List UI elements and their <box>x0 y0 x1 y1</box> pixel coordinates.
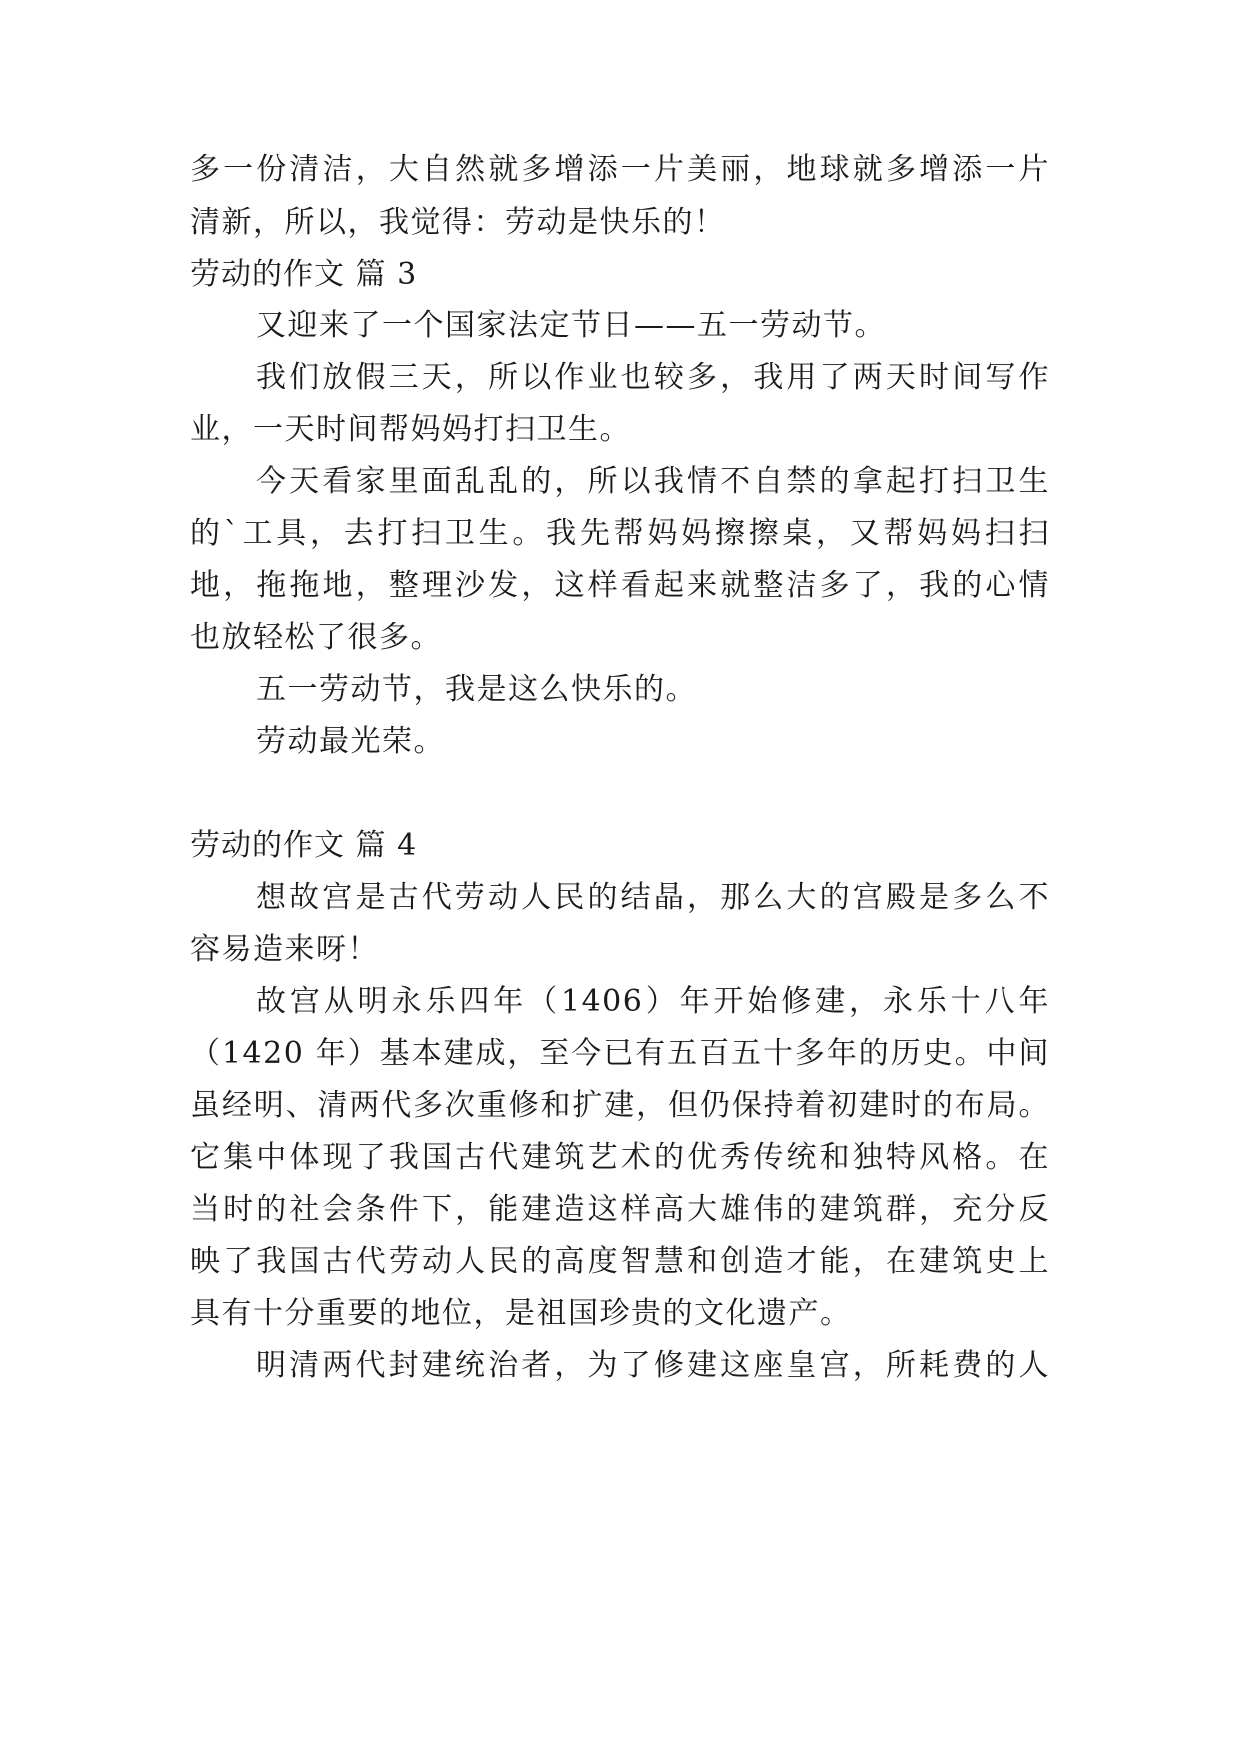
s4-p2-line-7: 具有十分重要的地位，是祖国珍贵的文化遗产。 <box>190 1296 852 1331</box>
s4-p2-line-1: 故宫从明永乐四年（1406）年开始修建，永乐十八年 <box>256 984 1050 1019</box>
s3-p2-line-1: 我们放假三天，所以作业也较多，我用了两天时间写作 <box>256 360 1050 395</box>
intro-line-1: 多一份清洁，大自然就多增添一片美丽，地球就多增添一片 <box>190 152 1050 187</box>
s3-p3-line-1: 今天看家里面乱乱的，所以我情不自禁的拿起打扫卫生 <box>256 464 1050 499</box>
s3-p3-line-2: 的`工具，去打扫卫生。我先帮妈妈擦擦桌，又帮妈妈扫扫 <box>190 516 1050 551</box>
s3-p2-line-2: 业，一天时间帮妈妈打扫卫生。 <box>190 412 631 447</box>
intro-line-2: 清新，所以，我觉得：劳动是快乐的！ <box>190 205 726 240</box>
s4-p2-line-3: 虽经明、清两代多次重修和扩建，但仍保持着初建时的布局。 <box>190 1088 1050 1123</box>
s3-p4-line-1: 五一劳动节，我是这么快乐的。 <box>256 672 697 707</box>
s4-p1-line-1: 想故宫是古代劳动人民的结晶，那么大的宫殿是多么不 <box>256 880 1050 915</box>
s3-p3-line-3: 地，拖拖地，整理沙发，这样看起来就整洁多了，我的心情 <box>190 568 1050 603</box>
s4-p2-line-4: 它集中体现了我国古代建筑艺术的优秀传统和独特风格。在 <box>190 1140 1050 1175</box>
s4-p1-line-2: 容易造来呀！ <box>190 932 379 967</box>
section-3-heading: 劳动的作文 篇 3 <box>190 257 418 292</box>
s4-p3-line-1: 明清两代封建统治者，为了修建这座皇宫，所耗费的人 <box>256 1348 1050 1383</box>
s3-p1-line-1: 又迎来了一个国家法定节日——五一劳动节。 <box>256 308 886 343</box>
s4-p2-line-5: 当时的社会条件下，能建造这样高大雄伟的建筑群，充分反 <box>190 1192 1050 1227</box>
s3-p3-line-4: 也放轻松了很多。 <box>190 620 442 655</box>
s3-p5-line-1: 劳动最光荣。 <box>256 724 445 759</box>
section-4-heading: 劳动的作文 篇 4 <box>190 828 418 863</box>
s4-p2-line-2: （1420 年）基本建成，至今已有五百五十多年的历史。中间 <box>190 1036 1050 1071</box>
s4-p2-line-6: 映了我国古代劳动人民的高度智慧和创造才能，在建筑史上 <box>190 1244 1050 1279</box>
